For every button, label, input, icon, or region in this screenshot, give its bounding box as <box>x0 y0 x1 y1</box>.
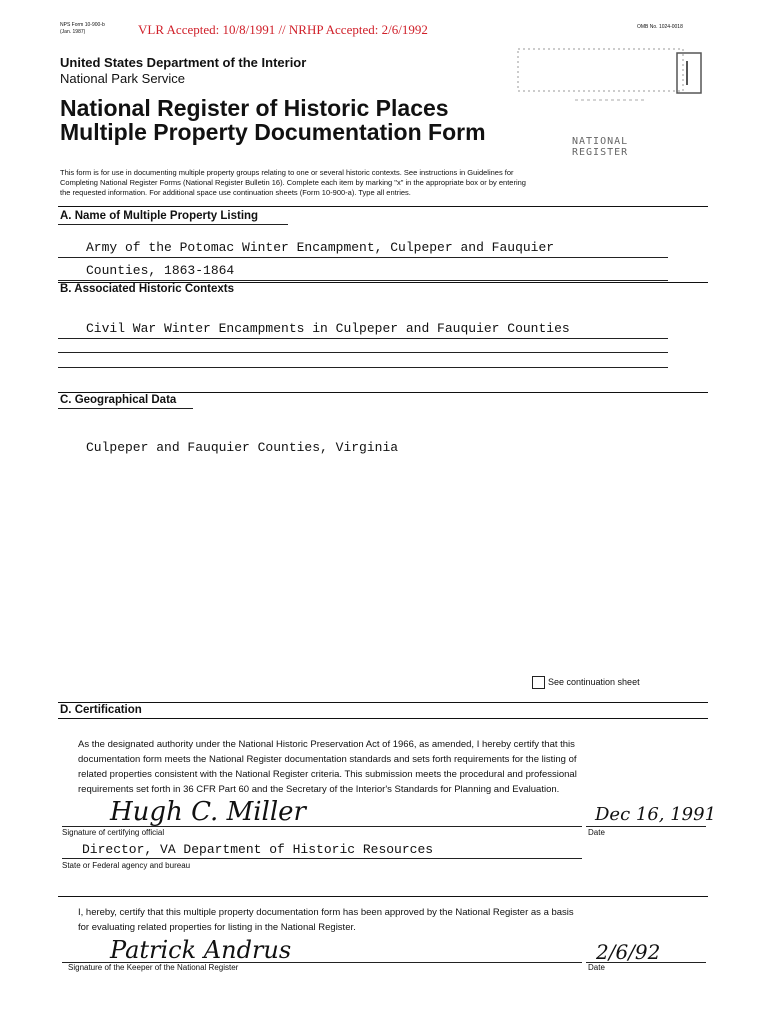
form-number: NPS Form 10-900-b <box>60 22 105 28</box>
stamp-register: REGISTER <box>572 147 629 158</box>
certifying-signature: Hugh C. Miller <box>110 797 306 827</box>
certification-line3: related properties consistent with the National Register criteria. This submission meets the procedural and professional <box>78 769 577 780</box>
instructions-line1: This form is for use in documenting multiple property groups relating to one or several historic contexts. See instructions in Guidelines for <box>60 168 514 177</box>
certification-date-value: Dec 16, 1991 <box>595 804 717 825</box>
received-stamp <box>515 45 710 115</box>
historic-context: Civil War Winter Encampments in Culpeper and Fauquier Counties <box>86 321 570 336</box>
certification-line2: documentation form meets the National Register documentation standards and sets forth requirements for the listing of <box>78 754 577 765</box>
instructions-line2: Completing National Register Forms (National Register Bulletin 16). Complete each item by marking "x" in the appropriate box or by entering <box>60 178 526 187</box>
section-a-label: A. Name of Multiple Property Listing <box>60 210 259 222</box>
keeper-date-value: 2/6/92 <box>596 940 661 964</box>
keeper-line2: for evaluating related properties for listing in the National Register. <box>78 922 356 933</box>
form-title-line1: National Register of Historic Places <box>60 95 449 121</box>
keeper-date-label: Date <box>588 963 605 972</box>
accepted-banner: VLR Accepted: 10/8/1991 // NRHP Accepted: 2/6/1992 <box>138 22 428 37</box>
form-title-line2: Multiple Property Documentation Form <box>60 119 486 145</box>
property-name-line2: Counties, 1863-1864 <box>86 263 235 278</box>
section-b-label: B. Associated Historic Contexts <box>60 283 235 295</box>
keeper-line1: I, hereby, certify that this multiple property documentation form has been approved by the National Register as a basis <box>78 907 574 918</box>
service-name: National Park Service <box>60 71 185 86</box>
geographical-data: Culpeper and Fauquier Counties, Virginia <box>86 440 399 455</box>
department-name: United States Department of the Interior <box>60 55 307 70</box>
agency-value: Director, VA Department of Historic Resources <box>82 842 434 857</box>
certification-line4: requirements set forth in 36 CFR Part 60 and the Secretary of the Interior's Standards for Planning and Evaluation. <box>78 784 560 795</box>
signature-label: Signature of certifying official <box>62 828 165 837</box>
form-date: (Jan. 1987) <box>60 29 86 35</box>
agency-label: State or Federal agency and bureau <box>62 861 191 870</box>
keeper-signature-label: Signature of the Keeper of the National Register <box>68 963 239 972</box>
section-d-label: D. Certification <box>60 704 142 716</box>
section-c-label: C. Geographical Data <box>60 394 177 406</box>
instructions-line3: the requested information. For additional space use continuation sheets (Form 10-900-a). Type all entries. <box>60 188 411 197</box>
continuation-label: See continuation sheet <box>548 677 640 687</box>
omb-number: OMB No. 1024-0018 <box>637 24 683 30</box>
keeper-signature: Patrick Andrus <box>110 936 292 964</box>
property-name-line1: Army of the Potomac Winter Encampment, Culpeper and Fauquier <box>86 240 555 255</box>
stamp-national: NATIONAL <box>572 136 629 147</box>
date-label: Date <box>588 828 605 837</box>
continuation-checkbox[interactable] <box>532 676 545 689</box>
certification-line1: As the designated authority under the National Historic Preservation Act of 1966, as amended, I hereby certify that this <box>78 739 575 750</box>
